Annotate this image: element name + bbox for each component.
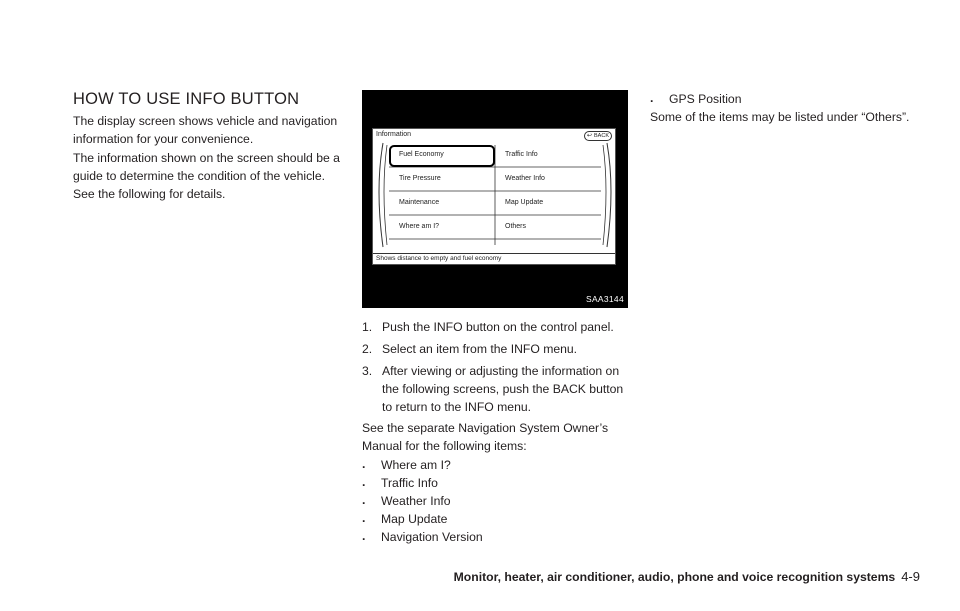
page-footer [430,569,920,584]
figure-caption: SAA3144 [585,294,624,304]
bullet-icon: . [362,457,366,471]
section-heading: HOW TO USE INFO BUTTON [73,90,300,108]
guide-paragraph: The information shown on the screen should be a guide to determine the condition of the vehicle. See the following for details. [73,151,340,201]
menu-item-traffic-info: Traffic Info [505,151,538,158]
list-item: . Weather Info [362,493,451,508]
back-button-label: BACK [594,133,609,139]
list-item: . Where am I? [362,457,451,472]
menu-outline [373,129,617,266]
menu-item-map-update: Map Update [505,199,544,206]
menu-item-where-am-i: Where am I? [399,223,440,230]
step-1 [362,318,630,336]
info-screen [372,128,616,265]
screen-title: Information [376,131,412,138]
left-arc [379,143,383,247]
bullet-icon: . [362,475,366,489]
right-inner-arc [603,145,606,245]
step-text: Select an item from the INFO menu. [382,342,578,356]
back-arrow-icon: ↩ [587,133,593,139]
menu-item-maintenance: Maintenance [399,199,440,206]
list-item: . Navigation Version [362,529,483,544]
menu-item-others: Others [505,223,527,230]
menu-item-fuel-economy: Fuel Economy [399,151,444,158]
step-text: Push the INFO button on the control panel. [382,320,614,334]
others-note: Some of the items may be listed under “Others”. [650,110,910,124]
step-text: After viewing or adjusting the information on the following screens, push the BACK button to return to the INFO menu. [382,364,624,414]
info-screen-figure [362,90,628,308]
left-inner-arc [384,145,387,245]
list-item: . GPS Position [650,91,742,106]
footer-chapter-title: Monitor, heater, air conditioner, audio, phone and voice recognition systems [453,570,896,584]
step-number: 3. [362,364,373,378]
step-number: 2. [362,342,373,356]
list-item: . Traffic Info [362,475,438,490]
manual-note: See the separate Navigation System Owner’s Manual for the following items: [362,421,609,453]
menu-item-weather-info: Weather Info [505,175,545,182]
step-3 [362,362,630,416]
step-number: 1. [362,320,373,334]
menu-item-tire-pressure: Tire Pressure [399,175,441,182]
screen-status-bar: Shows distance to empty and fuel economy [373,253,615,264]
step-2 [362,340,630,358]
page-number: 4-9 [901,569,920,584]
bullet-icon: . [362,511,366,525]
bullet-icon: . [650,91,654,105]
bullet-icon: . [362,493,366,507]
intro-paragraph: The display screen shows vehicle and navigation information for your convenience. [73,114,338,146]
right-arc [607,143,611,247]
bullet-icon: . [362,529,366,543]
list-item: . Map Update [362,511,448,526]
